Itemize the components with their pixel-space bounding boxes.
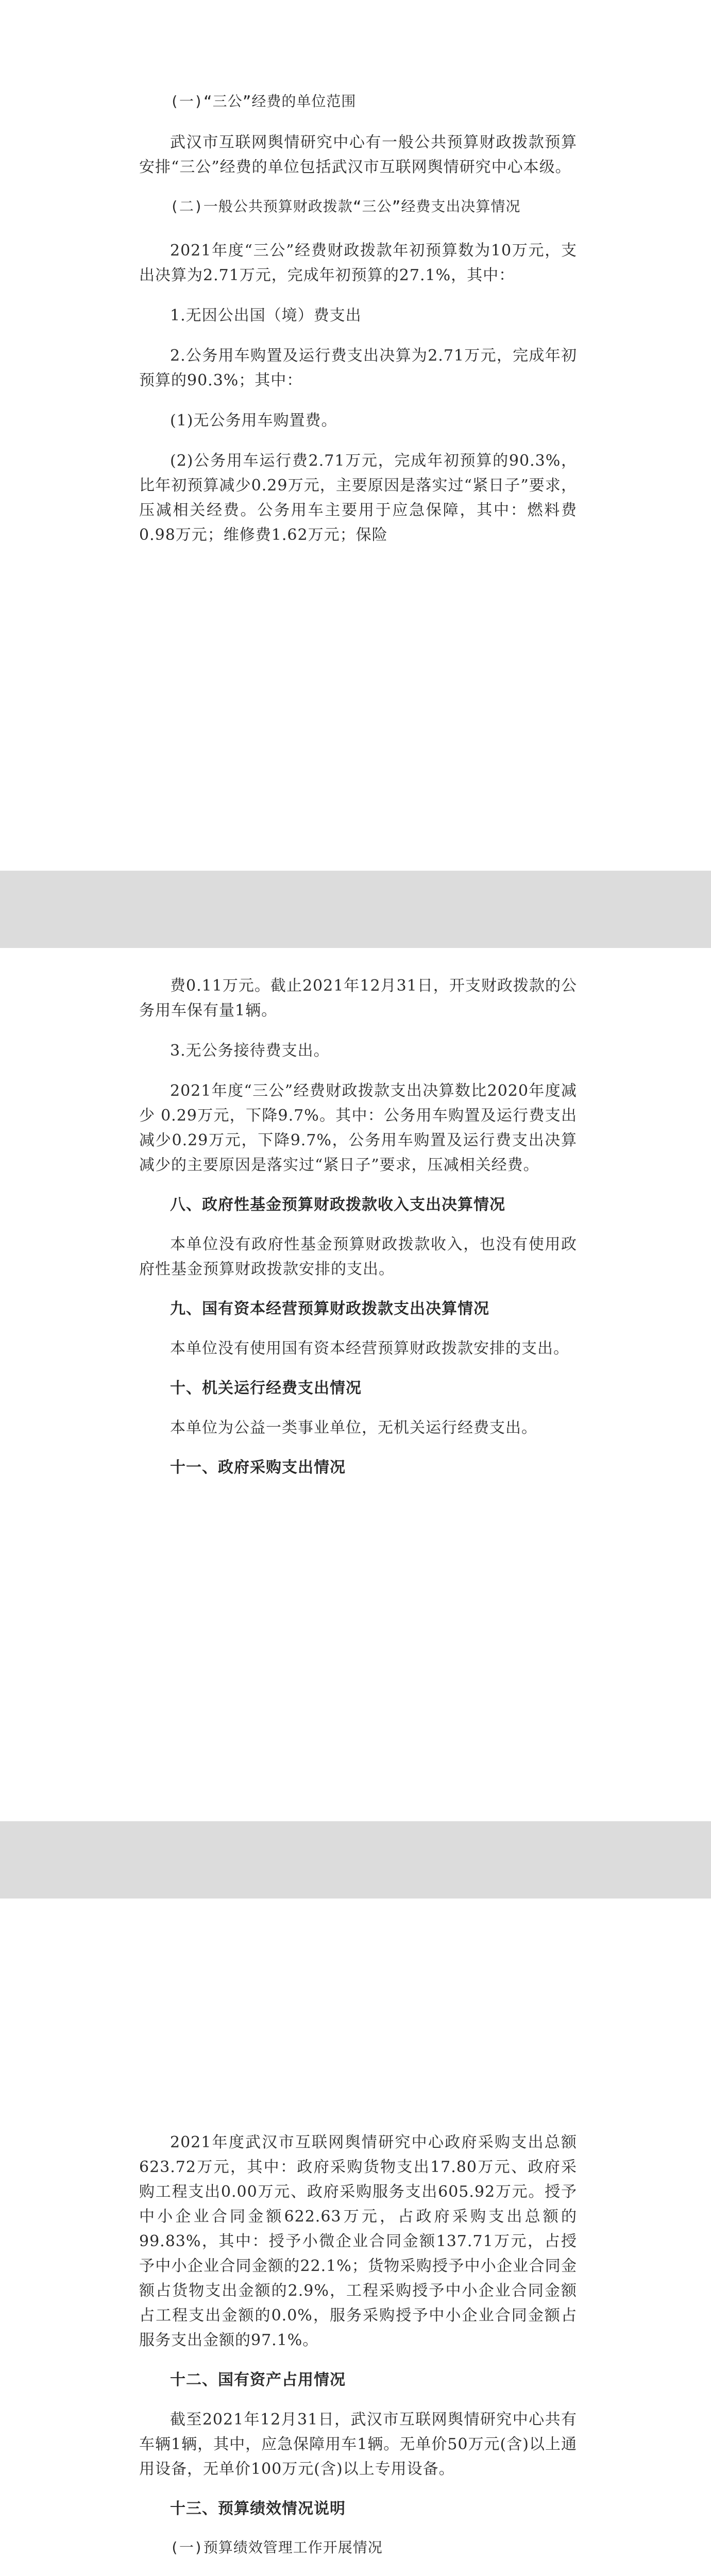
heading-section-13: 十三、预算绩效情况说明 [170,2500,346,2518]
page-segment-2 [0,948,711,1821]
paragraph-vehicle-total: 2.公务用车购置及运行费支出决算为2.71万元，完成年初预算的90.3%；其中： [139,347,577,389]
subheading-three-public-scope: (一)“三公”经费的单位范围 [170,93,357,110]
paragraph-procurement: 2021年度武汉市互联网舆情研究中心政府采购支出总额623.72万元，其中：政府采购货物支出17.80万元、政府采购工程支出0.00万元、政府采购服务支出605.92万元。授予中小企业合同金额622.63万元，占政府采购支出总额的99.83%，其中：授予小微企业合同金额137.71万元，占授予中小企业合同金额的22.1%；货物采购授予中小企业合同金额占货物支出金额的2.9%，工程采购授予中小企业合同金额占工程支出金额的0.0%，服务采购授予中小企业合同金额占服务支出金额的97.1%。 [139,2133,577,2349]
paragraph-vehicle-count: 费0.11万元。截止2021年12月31日，开支财政拨款的公务用车保有量1辆。 [139,977,577,1020]
page-segment-1 [0,0,711,871]
paragraph-no-fund-budget: 本单位没有政府性基金预算财政拨款收入，也没有使用政府性基金预算财政拨款安排的支出。 [139,1235,577,1278]
paragraph-no-vehicle-purchase: (1)无公务用车购置费。 [170,412,337,430]
subheading-performance-work: (一)预算绩效管理工作开展情况 [170,2539,383,2556]
paragraph-no-reception: 3.无公务接待费支出。 [170,1042,330,1060]
heading-section-11: 十一、政府采购支出情况 [170,1459,346,1477]
heading-section-10: 十、机关运行经费支出情况 [170,1379,362,1397]
page-separator-2 [0,1821,711,1899]
paragraph-no-operating-cost: 本单位为公益一类事业单位，无机关运行经费支出。 [170,1419,537,1437]
paragraph-scope: 武汉市互联网舆情研究中心有一般公共预算财政拨款预算安排“三公”经费的单位包括武汉市互联网舆情研究中心本级。 [139,133,577,176]
heading-section-8: 八、政府性基金预算财政拨款收入支出决算情况 [170,1196,505,1214]
paragraph-no-overseas: 1.无因公出国（境）费支出 [170,307,362,325]
subheading-three-public-expenditure: (二)一般公共预算财政拨款“三公”经费支出决算情况 [170,198,521,215]
page-segment-3 [0,1899,711,2576]
paragraph-budget-summary: 2021年度“三公”经费财政拨款年初预算数为10万元，支出决算为2.71万元，完成年初预算的27.1%，其中： [139,242,577,284]
page-separator-1 [0,871,711,948]
paragraph-year-comparison: 2021年度“三公”经费财政拨款支出决算数比2020年度减少 0.29万元，下降9.7%。其中：公务用车购置及运行费支出减少0.29万元，下降9.7%，公务用车购置及运行费支出决算减少的主要原因是落实过“紧日子”要求，压减相关经费。 [139,1082,577,1174]
heading-section-9: 九、国有资本经营预算财政拨款支出决算情况 [170,1300,489,1318]
paragraph-vehicle-operation: (2)公务用车运行费2.71万元，完成年初预算的90.3%，比年初预算减少0.29万元，主要原因是落实过“紧日子”要求，压减相关经费。公务用车主要用于应急保障，其中：燃料费0.98万元；维修费1.62万元；保险 [139,452,577,544]
heading-section-12: 十二、国有资产占用情况 [170,2371,346,2389]
paragraph-state-assets: 截至2021年12月31日，武汉市互联网舆情研究中心共有车辆1辆，其中，应急保障用车1辆。无单价50万元(含)以上通用设备，无单价100万元(含)以上专用设备。 [139,2411,577,2478]
paragraph-no-state-capital: 本单位没有使用国有资本经营预算财政拨款安排的支出。 [170,1340,569,1358]
